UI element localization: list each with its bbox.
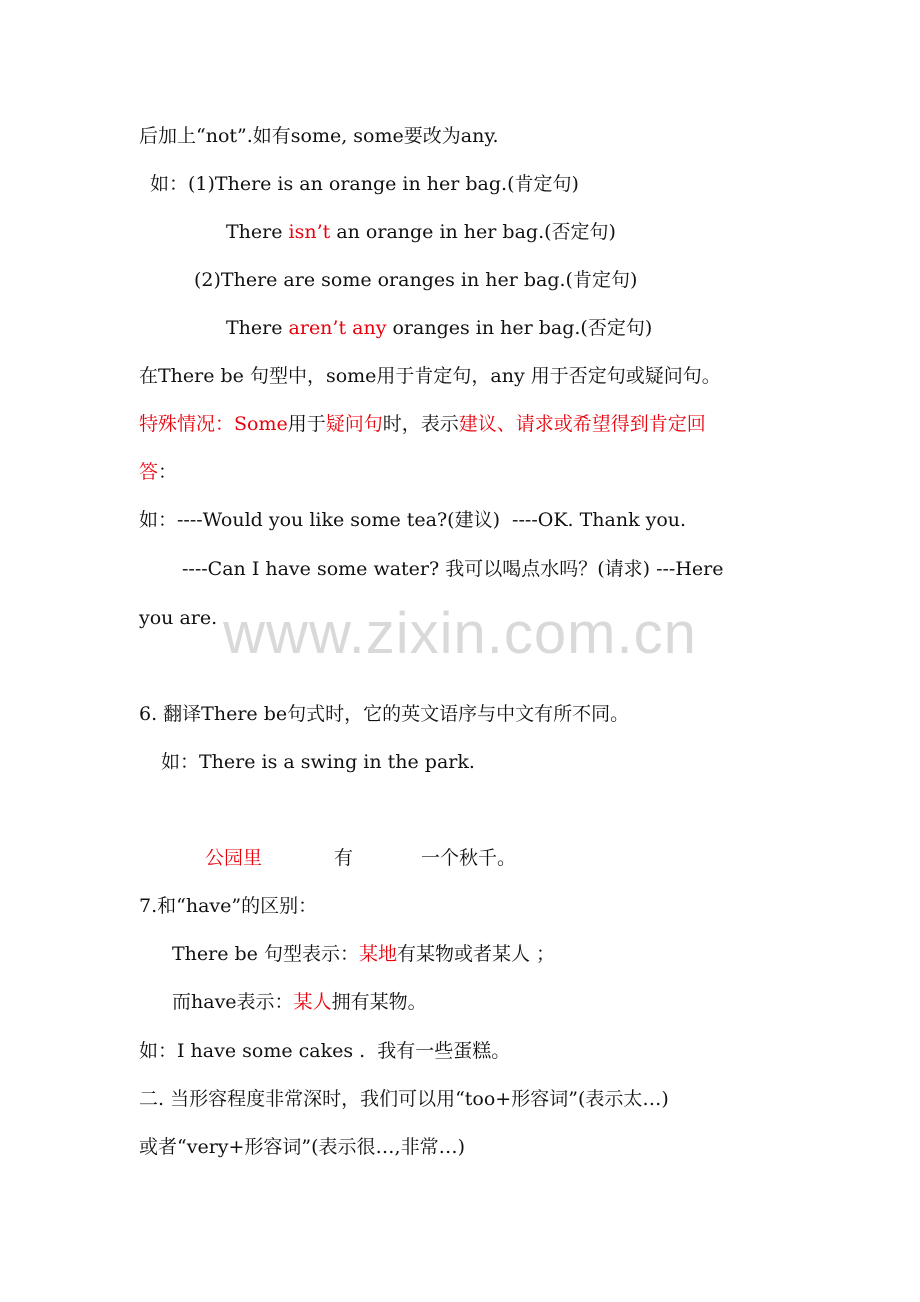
section-6-heading: 6. 翻译There be句式时，它的英文语序与中文有所不同。: [139, 703, 630, 725]
translation-swing: 一个秋千。: [421, 847, 517, 869]
watermark: www.zixin.com.cn: [223, 601, 697, 666]
example-line-2: There isn’t an orange in her bag.(否定句): [226, 221, 616, 243]
have-meaning: 而have表示：某人拥有某物。: [172, 991, 427, 1013]
example-cakes: 如：I have some cakes . 我有一些蛋糕。: [139, 1040, 511, 1062]
text-line-1: 后加上“not”.如有some, some要改为any.: [139, 125, 499, 147]
section-2-cont: 或者“very+形容词”(表示很…,非常…): [139, 1136, 466, 1158]
text-line-some-any: 在There be 句型中，some用于肯定句，any 用于否定句或疑问句。: [139, 365, 721, 387]
there-be-meaning: There be 句型表示：某地有某物或者某人 ；: [172, 943, 556, 965]
special-case-label: 特殊情况：Some: [139, 413, 288, 435]
special-case-line: 特殊情况：Some用于疑问句时，表示建议、请求或希望得到肯定回: [139, 413, 706, 435]
example-tea: 如：----Would you like some tea?(建议) ----OK. Thank you.: [139, 509, 687, 531]
example-water: ----Can I have some water? 我可以喝点水吗？(请求) ---Here: [182, 558, 724, 580]
highlight-arent-any: aren’t any: [288, 317, 387, 339]
example-line-3: (2)There are some oranges in her bag.(肯定句): [194, 269, 638, 291]
example-line-4: There aren’t any oranges in her bag.(否定句): [226, 317, 653, 339]
example-swing: 如：There is a swing in the park.: [161, 751, 475, 773]
translation-park: 公园里: [205, 847, 263, 869]
special-case-line-2: 答：: [139, 461, 178, 483]
section-2-heading: 二. 当形容程度非常深时，我们可以用“too+形容词”(表示太…): [139, 1088, 669, 1110]
example-line-1: 如：(1)There is an orange in her bag.(肯定句): [150, 173, 579, 195]
section-7-heading: 7.和“have”的区别：: [139, 895, 318, 917]
translation-have: 有: [334, 847, 354, 869]
highlight-isnt: isn’t: [288, 221, 331, 243]
example-water-cont: you are.: [139, 607, 218, 629]
